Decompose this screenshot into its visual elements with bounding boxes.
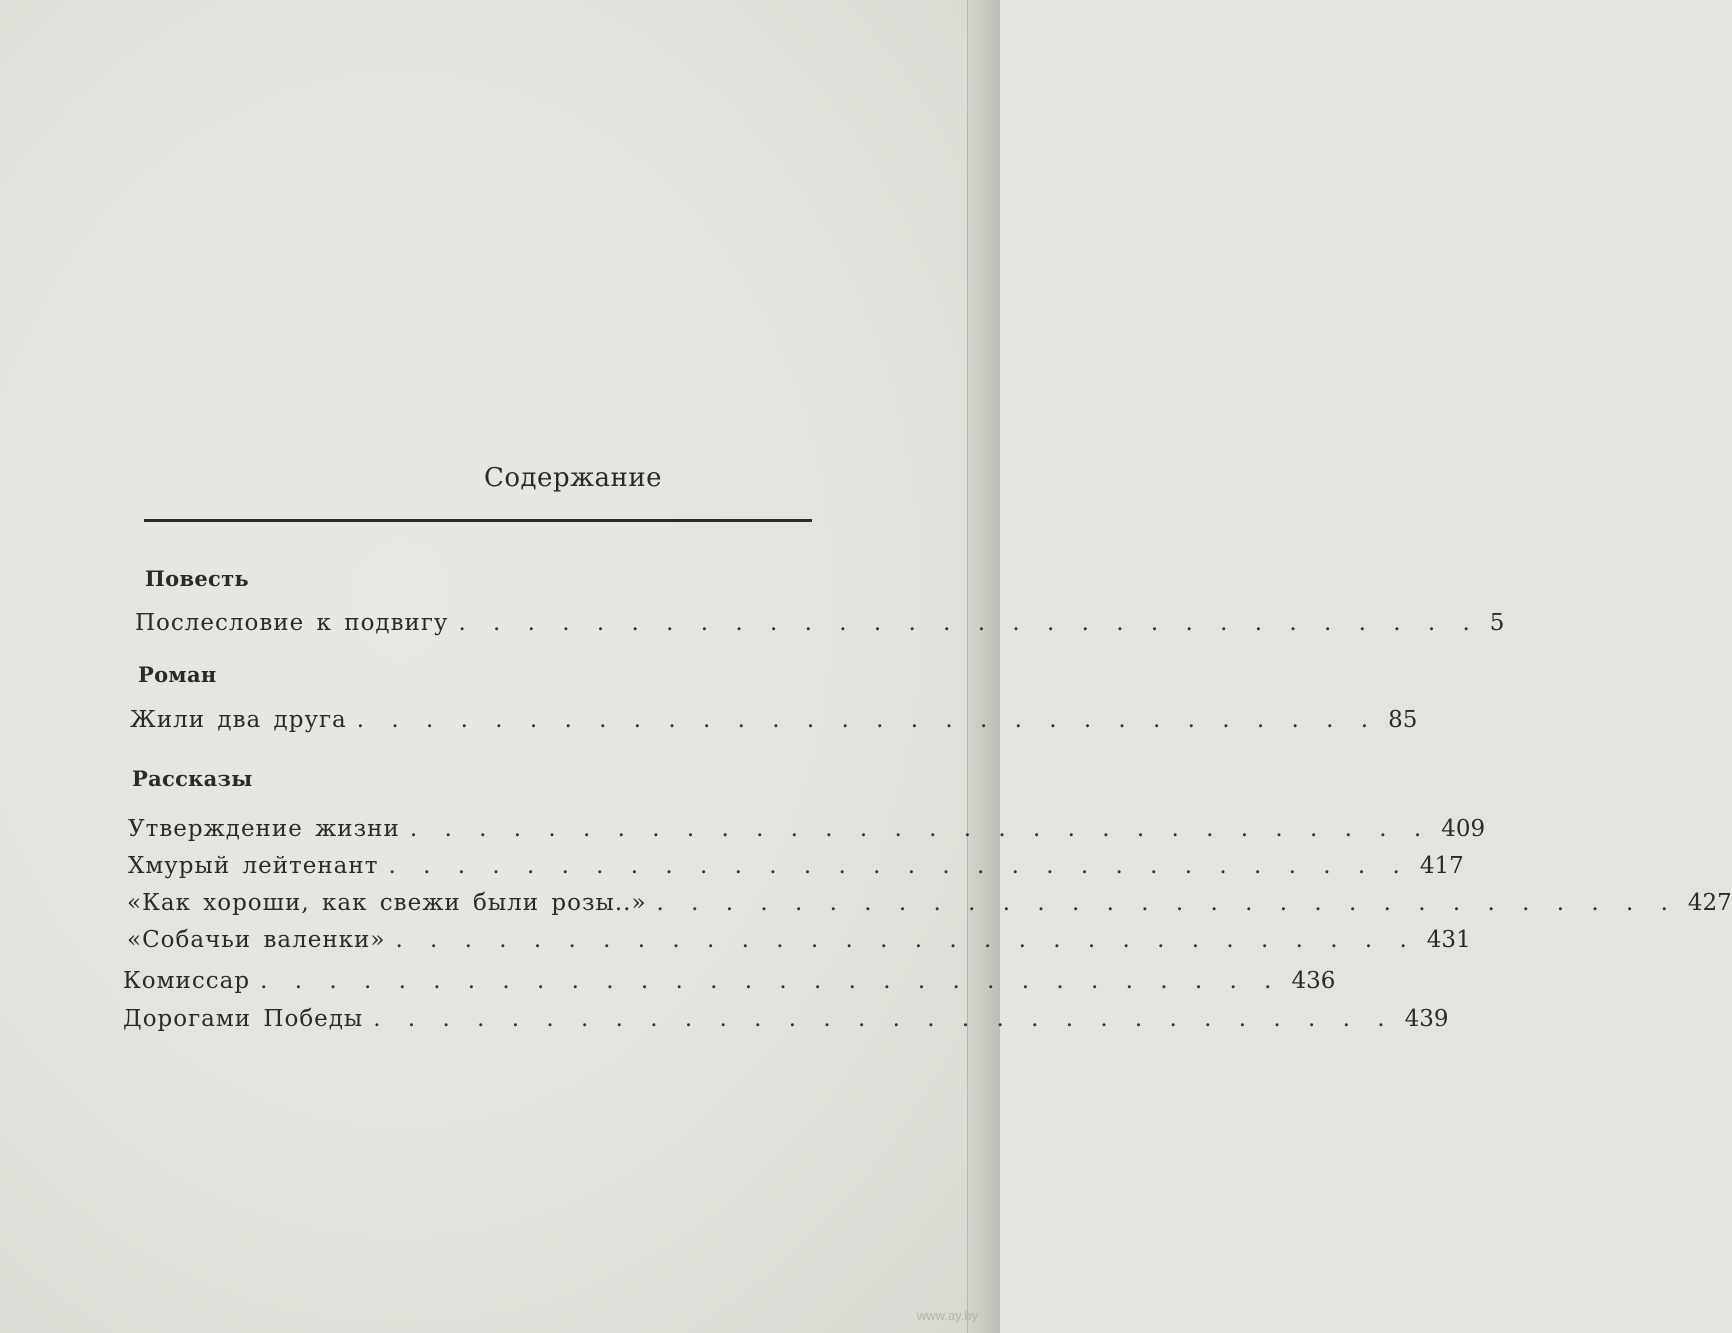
watermark: www.ay.by xyxy=(916,1308,978,1323)
toc-entry-page: 436 xyxy=(1291,968,1336,994)
toc-entry-title: Комиссар xyxy=(123,968,251,994)
toc-entry xyxy=(128,816,1486,842)
leader-dots: . . . . . . . . . . . . . . . . . . . . . . . . . . . . . . xyxy=(409,816,1432,842)
toc-entry-page: 409 xyxy=(1441,816,1486,842)
toc-entry-title: Дорогами Победы xyxy=(123,1006,364,1032)
toc-entry-page: 5 xyxy=(1489,610,1505,636)
toc-entry xyxy=(135,610,1505,636)
section-heading-povest: Повесть xyxy=(145,566,249,591)
toc-entry-title: Послесловие к подвигу xyxy=(135,610,449,636)
section-heading-roman: Роман xyxy=(138,662,217,687)
toc-title: Содержание xyxy=(484,463,663,493)
toc-entry xyxy=(128,853,1464,879)
leader-dots: . . . . . . . . . . . . . . . . . . . . . . . . . . . . . . xyxy=(395,927,1417,953)
toc-entry-title: Жили два друга xyxy=(130,707,347,733)
toc-entry-page: 431 xyxy=(1426,927,1471,953)
toc-entry-page: 417 xyxy=(1419,853,1464,879)
leader-dots: . . . . . . . . . . . . . . . . . . . . . . . . . . . . . . xyxy=(356,707,1379,733)
section-heading-rasskazy: Рассказы xyxy=(132,766,253,791)
toc-entry-page: 427 xyxy=(1687,890,1732,916)
toc-entry xyxy=(127,890,1732,916)
leader-dots: . . . . . . . . . . . . . . . . . . . . . . . . . . . . . . xyxy=(458,610,1480,636)
toc-entry xyxy=(130,707,1418,733)
toc-entry-title: «Как хороши, как свежи были розы..» xyxy=(127,890,647,916)
leader-dots: . . . . . . . . . . . . . . . . . . . . . . . . . . . . . . xyxy=(388,853,1410,879)
toc-entry-title: Утверждение жизни xyxy=(128,816,400,842)
toc-entry xyxy=(123,1006,1449,1032)
toc-entry-page: 439 xyxy=(1404,1006,1449,1032)
toc-entry-title: «Собачьи валенки» xyxy=(127,927,386,953)
toc-entry xyxy=(123,968,1336,994)
title-rule xyxy=(144,519,812,522)
leader-dots: . . . . . . . . . . . . . . . . . . . . . . . . . . . . . . xyxy=(656,890,1678,916)
leader-dots: . . . . . . . . . . . . . . . . . . . . . . . . . . . . . . xyxy=(373,1006,1395,1032)
page-edge xyxy=(967,0,1000,1333)
toc-entry-title: Хмурый лейтенант xyxy=(128,853,379,879)
toc-entry-page: 85 xyxy=(1388,707,1418,733)
toc-entry xyxy=(127,927,1471,953)
leader-dots: . . . . . . . . . . . . . . . . . . . . . . . . . . . . . . xyxy=(260,968,1282,994)
